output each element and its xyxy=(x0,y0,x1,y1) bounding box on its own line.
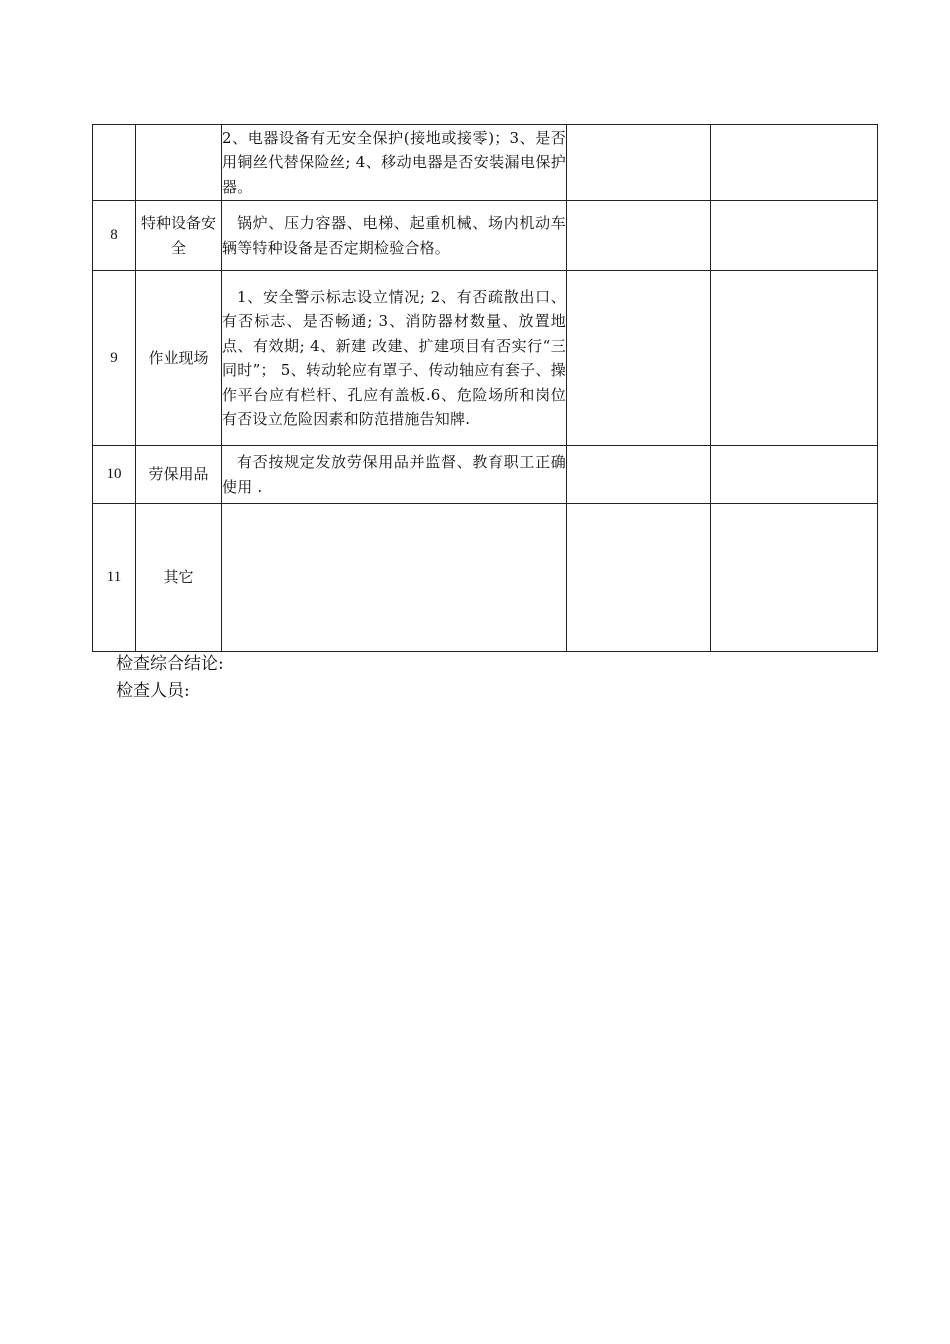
remark-cell[interactable] xyxy=(711,504,878,652)
remark-cell[interactable] xyxy=(711,125,878,201)
conclusion-label: 检查综合结论: xyxy=(116,654,224,674)
row-number: 8 xyxy=(93,201,136,271)
check-item: 作业现场 xyxy=(136,271,222,446)
check-item: 其它 xyxy=(136,504,222,652)
check-result-cell[interactable] xyxy=(567,504,711,652)
inspector-label: 检查人员: xyxy=(116,681,190,701)
table-row xyxy=(93,125,878,201)
check-content-text: 锅炉、压力容器、电梯、起重机械、场内机动车辆等特种设备是否定期检验合格。 xyxy=(222,214,566,257)
check-result-cell[interactable] xyxy=(567,446,711,504)
check-content xyxy=(222,125,567,201)
check-item: 劳保用品 xyxy=(136,446,222,504)
table-row xyxy=(93,271,878,446)
table-row xyxy=(93,201,878,271)
check-content xyxy=(222,446,567,504)
table-row xyxy=(93,504,878,652)
check-result-cell[interactable] xyxy=(567,271,711,446)
row-number: 9 xyxy=(93,271,136,446)
check-content-text: 1、安全警示标志设立情况; 2、有否疏散出口、有否标志、是否畅通; 3、消防器材数量、放置地点、有效期; 4、新建 改建、扩建项目有否实行“三同时”； 5、转动轮应有罩子、传动轴应有套子、操作平台应有栏杆、孔应有盖板.6、危险场所和岗位有否设立危险因素和防范措施告知牌. xyxy=(222,287,566,428)
check-content xyxy=(222,201,567,271)
check-content xyxy=(222,271,567,446)
remark-cell[interactable] xyxy=(711,201,878,271)
row-number: 10 xyxy=(93,446,136,504)
row-number xyxy=(93,125,136,201)
check-content-text: 2、电器设备有无安全保护(接地或接零)；3、是否用铜丝代替保险丝; 4、移动电器是否安装漏电保护器。 xyxy=(222,128,566,196)
safety-checklist-table xyxy=(92,124,878,652)
remark-cell[interactable] xyxy=(711,446,878,504)
remark-cell[interactable] xyxy=(711,271,878,446)
row-number: 11 xyxy=(93,504,136,652)
check-item xyxy=(136,125,222,201)
check-result-cell[interactable] xyxy=(567,201,711,271)
check-content[interactable] xyxy=(222,504,567,652)
table-row xyxy=(93,446,878,504)
check-item: 特种设备安全 xyxy=(136,201,222,271)
check-content-text: 有否按规定发放劳保用品并监督、教育职工正确使用 . xyxy=(222,453,566,496)
check-result-cell[interactable] xyxy=(567,125,711,201)
